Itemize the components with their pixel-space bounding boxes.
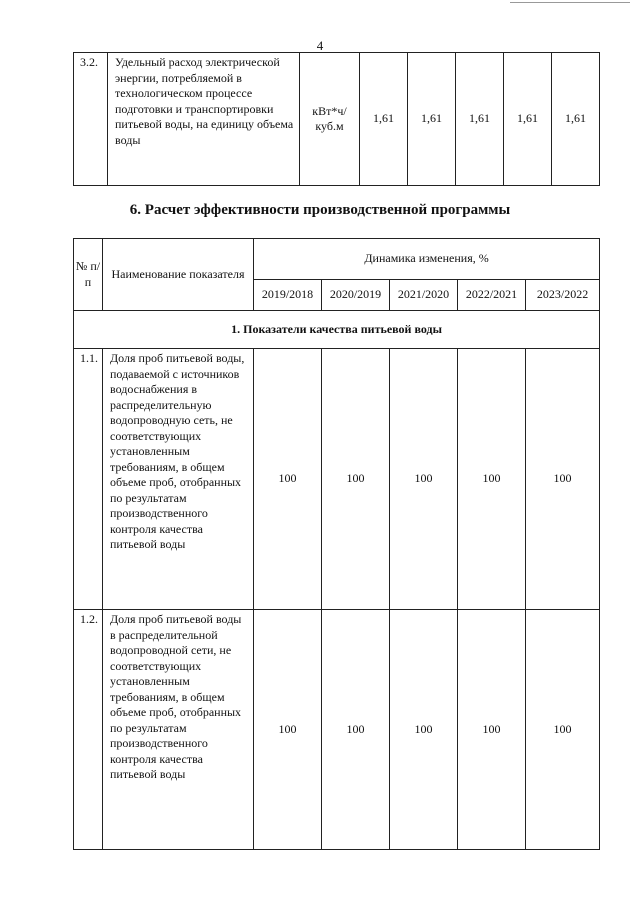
efficiency-table [73, 238, 600, 850]
section-title: 6. Расчет эффективности производственной программы [129, 202, 511, 218]
value-cell: 100 [390, 349, 458, 610]
row-number: 1.1. [74, 349, 103, 610]
value-cell: 100 [390, 610, 458, 850]
table-row [74, 349, 600, 610]
year-header: 2019/2018 [254, 280, 322, 311]
value-cell: 100 [254, 349, 322, 610]
year-header: 2021/2020 [390, 280, 458, 311]
value-cell: 100 [458, 610, 526, 850]
header-dynamics: Динамика изменения, % [254, 239, 600, 280]
value-cell: 1,61 [456, 53, 504, 186]
value-cell: 1,61 [504, 53, 552, 186]
top-table [73, 52, 600, 186]
year-header: 2020/2019 [322, 280, 390, 311]
page-number: 4 [316, 38, 324, 53]
indicator-name: Доля проб питьевой воды, подаваемой с источников водоснабжения в распределительную водопроводную сеть, не соответствующих установленным требованиям, в общем объеме проб, отобранных по результатам производственного контроля качества питьевой воды [103, 349, 254, 610]
value-cell: 1,61 [408, 53, 456, 186]
scan-edge-line [510, 2, 630, 3]
value-cell: 100 [322, 610, 390, 850]
value-cell: 100 [458, 349, 526, 610]
section-row [74, 311, 600, 349]
row-number: 3.2. [74, 53, 108, 186]
year-header: 2023/2022 [526, 280, 600, 311]
header-row [74, 239, 600, 280]
value-cell: 100 [526, 349, 600, 610]
header-name: Наименование показателя [103, 239, 254, 311]
row-number: 1.2. [74, 610, 103, 850]
year-header: 2022/2021 [458, 280, 526, 311]
header-num: № п/п [74, 239, 103, 311]
value-cell: 100 [526, 610, 600, 850]
table-row [74, 53, 600, 186]
value-cell: 1,61 [360, 53, 408, 186]
unit-cell: кВт*ч/ куб.м [300, 53, 360, 186]
indicator-name: Удельный расход электрической энергии, потребляемой в технологическом процессе подготовки и транспортировки питьевой воды, на единицу объема воды [108, 53, 300, 186]
indicator-name: Доля проб питьевой воды в распределительной водопроводной сети, не соответствующих установленным требованиям, в общем объеме проб, отобранных по результатам производственного контроля качества питьевой воды [103, 610, 254, 850]
value-cell: 1,61 [552, 53, 600, 186]
section-label: 1. Показатели качества питьевой воды [74, 311, 600, 349]
value-cell: 100 [254, 610, 322, 850]
table-row [74, 610, 600, 850]
value-cell: 100 [322, 349, 390, 610]
